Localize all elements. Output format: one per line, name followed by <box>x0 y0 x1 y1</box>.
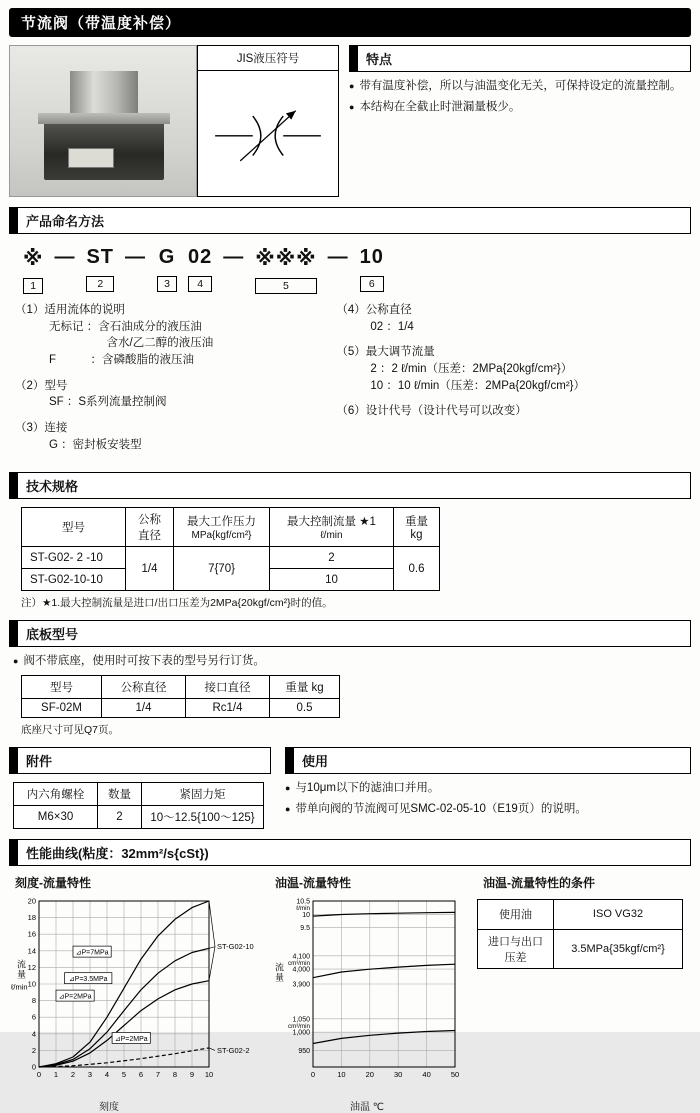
spec-row-1 <box>22 547 440 569</box>
baseplate-header <box>9 620 691 647</box>
feature-text: 本结构在全截止时泄漏量极少。 <box>359 101 521 114</box>
baseplate-weight: 0.5 <box>270 698 340 717</box>
feature-item <box>349 99 691 116</box>
code-text: — <box>125 246 147 268</box>
svg-text:4: 4 <box>104 1069 110 1079</box>
svg-text:⊿P=7MPa: ⊿P=7MPa <box>75 949 109 957</box>
naming-item-line: 含水/乙二醇的液压油 <box>49 337 214 350</box>
code-box-1: 1 <box>23 278 43 294</box>
svg-text:ST-G02-2: ST-G02-2 <box>217 1045 250 1055</box>
spec-model-2: ST-G02-10-10 <box>22 569 126 591</box>
spec-weight: 0.6 <box>394 547 440 591</box>
svg-text:9.5: 9.5 <box>300 924 310 932</box>
bullet-icon: ● <box>349 81 355 91</box>
temp-flow-xlabel: 油温 ℃ <box>349 1101 384 1113</box>
bullet-icon: ● <box>13 656 19 667</box>
svg-text:0: 0 <box>310 1069 316 1079</box>
svg-text:12: 12 <box>27 962 36 972</box>
valve-nameplate-shape <box>68 148 114 168</box>
naming-item-line: 02 ：1/4 <box>370 320 414 333</box>
baseplate-note: 底座尺寸可见Q7页。 <box>21 723 120 736</box>
svg-text:9: 9 <box>189 1069 195 1079</box>
conditions-oil-label: 使用油 <box>478 899 554 929</box>
svg-text:4,000: 4,000 <box>292 966 310 974</box>
naming-header <box>9 207 691 234</box>
svg-text:3,900: 3,900 <box>292 981 310 989</box>
spec-col-weight <box>394 508 440 547</box>
usage-list <box>285 780 691 819</box>
code-part <box>188 246 212 292</box>
naming-item-3 <box>15 420 336 453</box>
baseplate-col-diameter: 公称直径 <box>102 675 186 698</box>
accessories-qty: 2 <box>98 805 142 828</box>
conditions-title: 油温-流量特性的条件 <box>483 875 595 890</box>
bullet-icon: ● <box>285 782 291 793</box>
code-part <box>86 246 114 292</box>
accessories-table <box>13 782 264 829</box>
svg-text:3: 3 <box>87 1069 93 1079</box>
spec-col-flow <box>270 508 394 547</box>
header-bar <box>350 46 358 71</box>
usage-title: 使用 <box>302 753 329 769</box>
svg-text:16: 16 <box>27 929 36 939</box>
spec-col-diameter-line1: 公称 <box>138 514 161 527</box>
svg-text:ℓ/min: ℓ/min <box>11 982 28 992</box>
code-part <box>157 246 177 292</box>
baseplate-port: Rc1/4 <box>186 698 270 717</box>
code-text: — <box>223 246 245 268</box>
conditions-table <box>477 899 683 969</box>
spec-col-diameter-line2: 直径 <box>138 530 161 543</box>
svg-text:20: 20 <box>27 896 36 906</box>
conditions-pressure-value: 3.5MPa{35kgf/cm²} <box>554 929 683 968</box>
accessories-data-row <box>14 805 264 828</box>
svg-text:10: 10 <box>27 979 36 989</box>
usage-item <box>285 780 691 797</box>
naming-item-head: （3）连接 <box>15 422 68 435</box>
jis-symbol-panel <box>197 45 339 197</box>
svg-text:2: 2 <box>70 1069 76 1079</box>
code-text: ST <box>86 246 115 268</box>
conditions-block <box>477 870 683 1113</box>
baseplate-diameter: 1/4 <box>102 698 186 717</box>
spec-model-1: ST-G02- 2 -10 <box>22 547 126 569</box>
conditions-row-oil <box>478 899 683 929</box>
spec-col-model: 型号 <box>22 508 126 547</box>
features-title: 特点 <box>366 52 393 67</box>
svg-text:⊿P=2MPa: ⊿P=2MPa <box>58 993 92 1001</box>
specs-title: 技术规格 <box>26 479 79 495</box>
scale-flow-chart-title: 刻度-流量特性 <box>15 875 91 890</box>
code-part <box>54 246 75 269</box>
svg-text:10.5: 10.5 <box>296 898 310 906</box>
naming-explanations <box>9 302 691 462</box>
naming-item-line: 10 ：10 ℓ/min（压差：2MPa{20kgf/cm²}） <box>370 379 585 392</box>
temp-flow-chart <box>269 893 465 1093</box>
valve-plate-shape <box>38 113 170 124</box>
conditions-row-pressure <box>478 929 683 968</box>
spec-col-flow-line1: 最大控制流量 ★1 <box>287 516 376 529</box>
performance-title: 性能曲线(粘度：32mm²/s{cSt}) <box>26 845 209 861</box>
naming-item-head: （5）最大调节流量 <box>336 346 435 359</box>
conditions-pressure-label: 进口与出口压差 <box>478 929 554 968</box>
svg-text:40: 40 <box>422 1069 431 1079</box>
svg-text:10: 10 <box>337 1069 346 1079</box>
svg-text:6: 6 <box>138 1069 144 1079</box>
usage-item <box>285 801 691 818</box>
code-part <box>125 246 146 269</box>
svg-text:量: 量 <box>17 969 27 980</box>
code-box-4: 4 <box>188 276 212 292</box>
svg-text:4,100: 4,100 <box>292 952 310 960</box>
naming-item-head: （1）适用流体的说明 <box>15 304 125 316</box>
baseplate-bullet-text: 阀不带底座，使用时可按下表的型号另行订货。 <box>23 655 265 668</box>
performance-charts-row <box>9 870 691 1113</box>
header-bar <box>286 748 294 773</box>
jis-symbol <box>198 71 338 196</box>
svg-text:1: 1 <box>53 1069 59 1079</box>
header-bar <box>10 748 18 773</box>
code-box-2: 2 <box>86 276 114 292</box>
svg-text:⊿P=2MPa: ⊿P=2MPa <box>114 1035 148 1043</box>
header-bar <box>10 208 18 233</box>
code-text: ※※※ <box>255 248 317 270</box>
valve-cap-shape <box>70 64 138 77</box>
accessories-section <box>9 747 271 829</box>
temp-flow-chart-block <box>269 870 469 1113</box>
accessories-title: 附件 <box>26 753 53 769</box>
spec-col-pressure <box>174 508 270 547</box>
svg-text:0: 0 <box>36 1069 42 1079</box>
baseplate-header-row <box>22 675 340 698</box>
naming-item-head: （2）型号 <box>15 379 68 392</box>
code-text: G <box>158 246 176 268</box>
code-part <box>328 246 349 269</box>
accessories-col-torque: 紧固力矩 <box>142 782 264 805</box>
naming-item-4 <box>336 302 691 335</box>
spec-flow-2: 10 <box>270 569 394 591</box>
svg-text:18: 18 <box>27 912 36 922</box>
naming-item-line: 无标记 ：含石油成分的液压油 <box>49 320 202 333</box>
code-text: 02 <box>188 246 213 268</box>
svg-text:1,050: 1,050 <box>292 1015 310 1023</box>
naming-section <box>9 207 691 462</box>
code-text: 10 <box>359 246 384 268</box>
svg-text:10: 10 <box>302 911 310 919</box>
svg-text:50: 50 <box>450 1069 460 1079</box>
spec-diameter: 1/4 <box>126 547 174 591</box>
performance-section <box>9 839 691 1113</box>
svg-text:1,000: 1,000 <box>292 1029 310 1037</box>
baseplate-bullet <box>13 653 691 670</box>
naming-item-line: SF ：S系列流量控制阀 <box>49 396 167 409</box>
spec-flow-1: 2 <box>270 547 394 569</box>
features-header <box>349 45 691 72</box>
features-list <box>349 78 691 117</box>
usage-section <box>285 747 691 829</box>
code-box-5: 5 <box>255 278 316 294</box>
code-part <box>223 246 244 269</box>
svg-text:7: 7 <box>155 1069 161 1079</box>
accessories-header <box>9 747 271 774</box>
header-bar <box>10 840 18 865</box>
page-title: 节流阀（带温度补偿） <box>9 8 691 37</box>
svg-text:5: 5 <box>121 1069 127 1079</box>
accessories-torque: 10～12.5{100～125} <box>142 805 264 828</box>
spec-table <box>21 507 440 591</box>
svg-text:10: 10 <box>204 1069 214 1079</box>
specs-section <box>9 472 691 610</box>
throttle-valve-symbol-icon <box>209 91 327 177</box>
svg-text:2: 2 <box>31 1045 36 1055</box>
baseplate-col-weight: 重量 kg <box>270 675 340 698</box>
code-text: ※ <box>23 248 44 270</box>
svg-text:20: 20 <box>365 1069 374 1079</box>
valve-cylinder-shape <box>70 71 138 113</box>
temp-flow-chart-title: 油温-流量特性 <box>275 875 351 890</box>
scale-flow-chart-block <box>9 870 261 1113</box>
svg-text:6: 6 <box>31 1012 36 1022</box>
baseplate-model: SF-02M <box>22 698 102 717</box>
bullet-icon: ● <box>349 102 355 113</box>
photo-and-symbol-panel <box>9 45 339 197</box>
code-part <box>255 246 316 294</box>
spec-note: 注）★1.最大控制流量是进口/出口压差为2MPa{20kgf/cm²}时的值。 <box>21 597 333 610</box>
spec-pressure: 7{70} <box>174 547 270 591</box>
accessories-bolt: M6×30 <box>14 805 98 828</box>
specs-header <box>9 472 691 499</box>
naming-left-column <box>9 302 336 462</box>
code-text: — <box>54 246 76 268</box>
spec-col-pressure-line2: MPa{kgf/cm²} <box>191 530 252 542</box>
naming-item-line: F ：含磷酸脂的液压油 <box>49 354 195 367</box>
svg-text:⊿P=3.5MPa: ⊿P=3.5MPa <box>68 975 108 983</box>
svg-text:ST-G02-10: ST-G02-10 <box>217 941 254 951</box>
feature-text: 带有温度补偿，所以与油温变化无关，可保持设定的流量控制。 <box>359 80 682 92</box>
naming-item-5 <box>336 344 691 394</box>
performance-header <box>9 839 691 866</box>
accessories-usage-row <box>9 747 691 829</box>
svg-text:量: 量 <box>275 972 285 983</box>
spec-col-pressure-line1: 最大工作压力 <box>187 516 256 529</box>
svg-text:30: 30 <box>394 1069 403 1079</box>
svg-text:8: 8 <box>31 995 36 1005</box>
model-code-breakdown <box>23 246 691 294</box>
baseplate-col-port: 接口直径 <box>186 675 270 698</box>
svg-text:0: 0 <box>31 1062 36 1072</box>
svg-text:14: 14 <box>27 945 36 955</box>
naming-item-head: （6）设计代号（设计代号可以改变） <box>336 405 527 418</box>
feature-item <box>349 78 691 95</box>
svg-text:cm³/min: cm³/min <box>288 959 310 967</box>
accessories-header-row <box>14 782 264 805</box>
naming-item-line: G ：密封板安装型 <box>49 438 142 451</box>
accessories-col-bolt: 内六角螺栓 <box>14 782 98 805</box>
bullet-icon: ● <box>285 803 291 814</box>
accessories-col-qty: 数量 <box>98 782 142 805</box>
baseplate-table <box>21 675 340 718</box>
spec-col-flow-line2: ℓ/min <box>320 530 343 542</box>
baseplate-title: 底板型号 <box>26 627 79 643</box>
top-row <box>9 45 691 197</box>
header-bar <box>10 473 18 498</box>
svg-text:流: 流 <box>17 959 27 970</box>
svg-text:ℓ/min: ℓ/min <box>296 904 310 912</box>
spec-col-weight-line1: 重量 <box>405 516 428 529</box>
usage-text: 带单向阀的节流阀可见SMC-02-05-10（E19页）的说明。 <box>295 802 587 815</box>
spec-header-row <box>22 508 440 547</box>
naming-item-2 <box>15 378 336 411</box>
naming-item-line: 2 ：2 ℓ/min（压差：2MPa{20kgf/cm²}） <box>370 363 573 376</box>
naming-item-head: （4）公称直径 <box>336 304 412 316</box>
code-part <box>23 246 43 294</box>
code-box-3: 3 <box>157 276 177 292</box>
baseplate-bullets <box>13 653 691 670</box>
svg-text:4: 4 <box>31 1028 36 1038</box>
features-panel <box>349 45 691 197</box>
jis-title: JIS液压符号 <box>198 46 338 71</box>
scale-flow-chart <box>9 893 257 1093</box>
code-part <box>360 246 384 292</box>
usage-text: 与10μm以下的滤油口并用。 <box>295 781 440 794</box>
header-bar <box>10 621 18 646</box>
product-photo <box>9 45 197 197</box>
spec-col-weight-line2: kg <box>410 529 423 542</box>
spec-col-diameter <box>126 508 174 547</box>
naming-right-column <box>336 302 691 462</box>
scale-flow-xlabel: 刻度 <box>99 1101 119 1113</box>
svg-text:流: 流 <box>275 962 285 973</box>
baseplate-data-row <box>22 698 340 717</box>
baseplate-col-model: 型号 <box>22 675 102 698</box>
baseplate-section <box>9 620 691 736</box>
naming-title: 产品命名方法 <box>26 214 105 229</box>
naming-item-1 <box>15 302 336 369</box>
usage-header <box>285 747 691 774</box>
code-text: — <box>327 246 349 268</box>
code-box-6: 6 <box>360 276 384 292</box>
naming-item-6 <box>336 403 691 420</box>
svg-text:8: 8 <box>172 1069 178 1079</box>
conditions-oil-value: ISO VG32 <box>554 899 683 929</box>
svg-text:cm³/min: cm³/min <box>288 1022 310 1030</box>
svg-text:950: 950 <box>298 1047 310 1055</box>
